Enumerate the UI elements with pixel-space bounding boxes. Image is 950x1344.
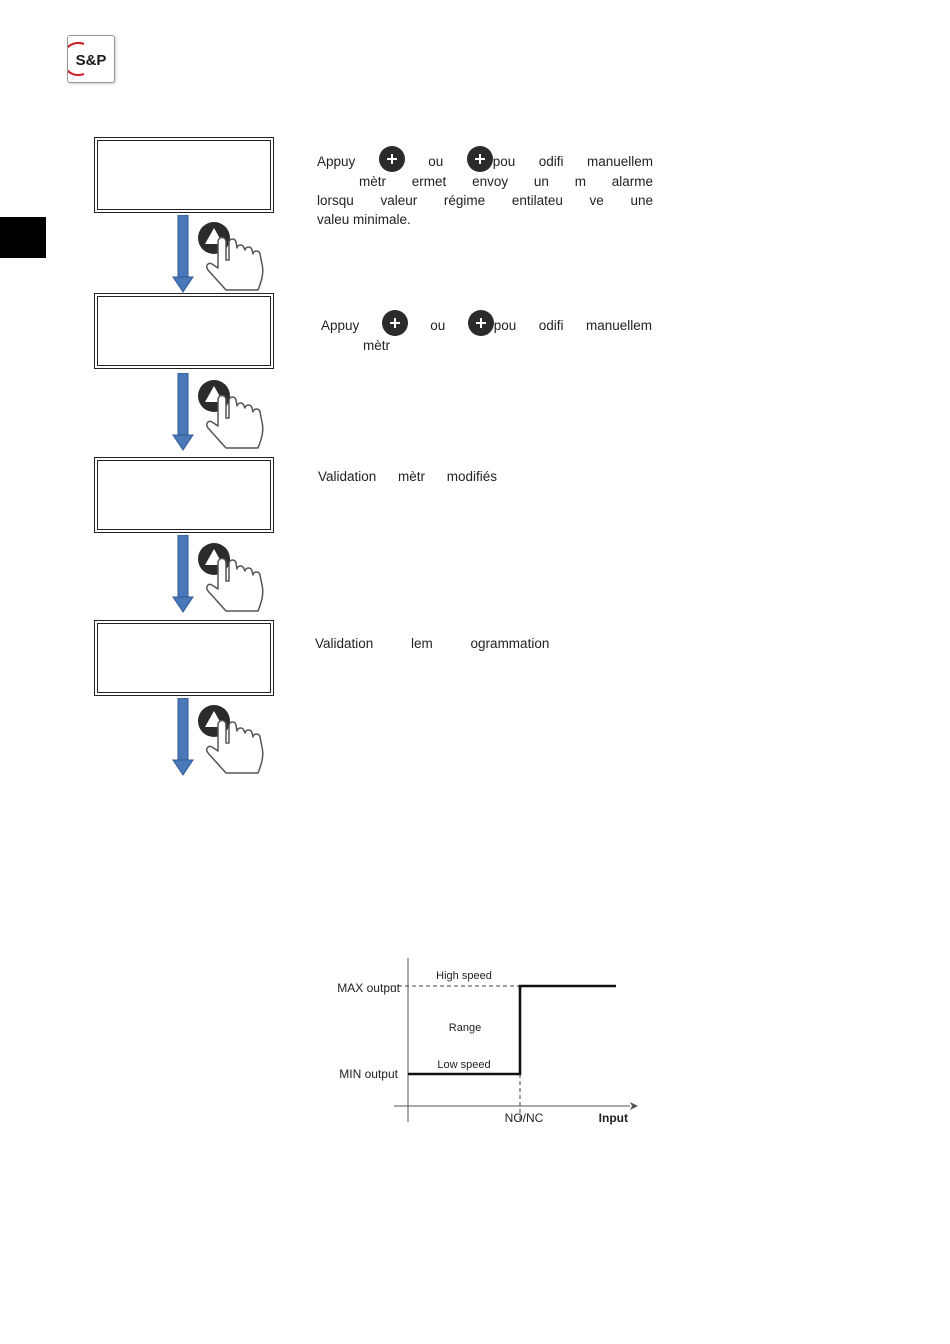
x-tick-label-nonc: NO/NC	[504, 1111, 544, 1125]
plus-button-icon	[382, 310, 408, 336]
arrow-down-icon	[172, 373, 194, 451]
plus-button-icon	[379, 146, 405, 172]
step-2-description	[321, 310, 652, 355]
text-fragment: manuellem	[586, 154, 653, 169]
hand-press-up-button-icon	[196, 541, 268, 615]
lcd-display-step-4	[94, 620, 274, 696]
annotation-range: Range	[448, 1022, 482, 1034]
lcd-display-step-1	[94, 137, 274, 213]
step-1-line-4: valeu minimale.	[317, 212, 411, 227]
sp-logo-mark	[68, 36, 114, 82]
text-fragment: ou	[428, 154, 444, 169]
text-fragment: ou	[430, 318, 446, 333]
step-4-description: Validation lem ogrammation	[315, 636, 550, 651]
hand-press-up-button-icon	[196, 378, 268, 452]
x-axis-label: Input	[598, 1111, 628, 1125]
text-fragment: pou	[493, 318, 517, 333]
y-tick-label-min: MIN output	[339, 1067, 398, 1081]
plus-button-icon	[467, 146, 493, 172]
step-2-line-2: mètr	[363, 338, 390, 353]
language-side-tab	[0, 217, 46, 258]
text-fragment: odifi	[538, 154, 564, 169]
lcd-display-step-2	[94, 293, 274, 369]
text-fragment: pou	[492, 154, 516, 169]
sp-logo	[67, 35, 115, 83]
step-3-description: Validation mètr modifiés	[318, 469, 498, 484]
y-tick-label-max: MAX output	[337, 981, 400, 995]
step-1-description	[317, 146, 653, 229]
step-1-line-1	[317, 146, 653, 172]
chart-canvas	[320, 950, 640, 1140]
arrow-down-icon	[172, 698, 194, 776]
lcd-display-step-3	[94, 457, 274, 533]
text-fragment: Appuy	[317, 154, 356, 169]
x-axis-arrowhead	[630, 1102, 638, 1110]
step-2-line-1	[321, 310, 652, 336]
output-step-chart	[320, 950, 640, 1140]
arrow-down-icon	[172, 535, 194, 613]
text-fragment: odifi	[538, 318, 564, 333]
text-fragment: Appuy	[321, 318, 360, 333]
plus-button-icon	[468, 310, 494, 336]
arrow-down-icon	[172, 215, 194, 293]
step-1-line-2: mètr ermet envoy un m alarme	[359, 174, 653, 189]
annotation-low-speed: Low speed	[437, 1059, 491, 1071]
text-fragment: manuellem	[585, 318, 652, 333]
hand-press-up-button-icon	[196, 703, 268, 777]
hand-press-up-button-icon	[196, 220, 268, 294]
annotation-high-speed: High speed	[436, 970, 492, 982]
svg-text:S&P: S&P	[75, 52, 107, 69]
step-1-line-3: lorsqu valeur régime entilateu ve une	[317, 193, 653, 208]
